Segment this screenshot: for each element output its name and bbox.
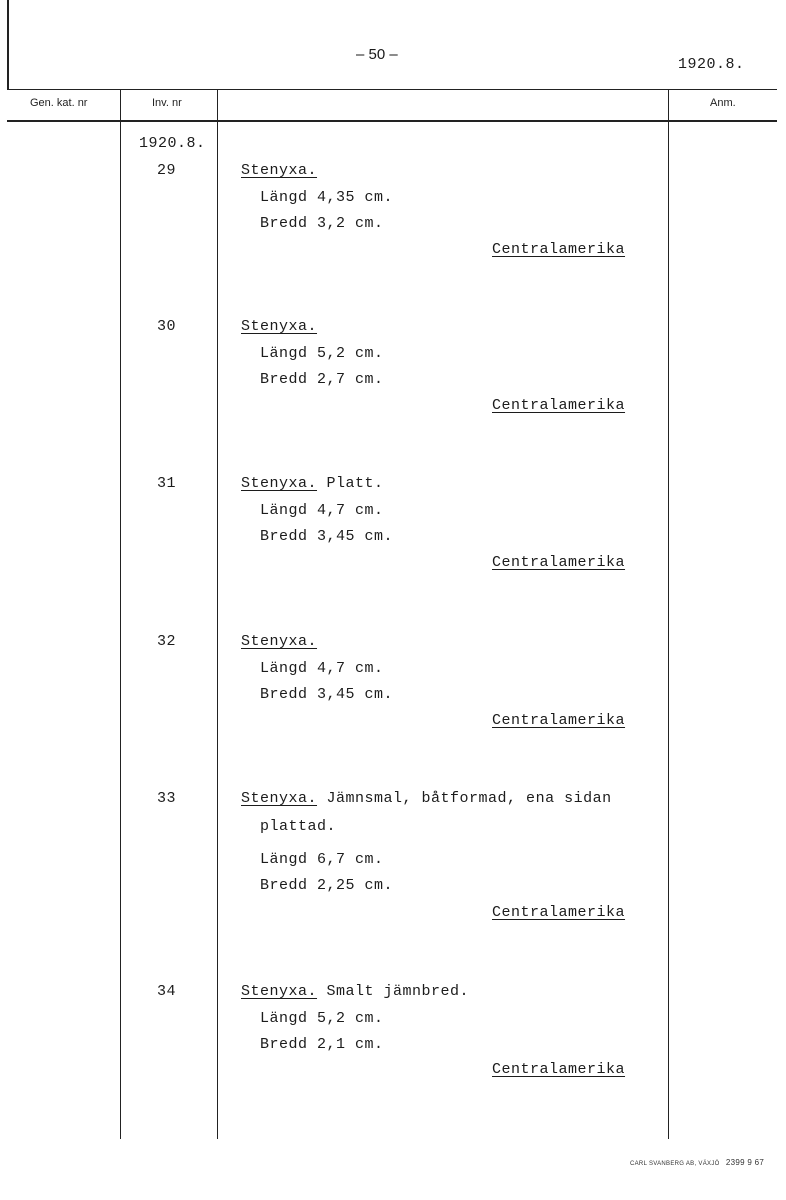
column-divider-inv-desc [217, 89, 218, 1139]
entry-title: Stenyxa. [241, 318, 318, 335]
entry-length: Längd 4,7 cm. [260, 502, 384, 519]
entry-width: Bredd 3,45 cm. [260, 686, 394, 703]
column-header-gen-kat: Gen. kat. nr [30, 97, 88, 109]
column-header-inv: Inv. nr [152, 97, 182, 109]
entry-length: Längd 4,7 cm. [260, 660, 384, 677]
entry-title: Stenyxa. [241, 162, 318, 179]
inv-number: 34 [157, 983, 177, 1000]
entry-width: Bredd 2,25 cm. [260, 877, 394, 894]
column-divider-gen-inv [120, 89, 121, 1139]
entry-length: Längd 6,7 cm. [260, 851, 384, 868]
column-header-anm: Anm. [710, 97, 736, 109]
printer-imprint [630, 1158, 764, 1167]
entry-origin: Centralamerika [492, 1061, 626, 1078]
entry-title-note: Jämnsmal, båtformad, ena sidan [326, 790, 612, 807]
inv-number: 29 [157, 162, 177, 179]
inv-series: 1920.8. [139, 135, 206, 152]
entry-title-note: Platt. [326, 475, 384, 492]
entry-title-line [241, 790, 612, 807]
entry-length: Längd 5,2 cm. [260, 345, 384, 362]
entry-width: Bredd 3,2 cm. [260, 215, 384, 232]
printer-name: CARL SVANBERG AB, VÄXJÖ [630, 1161, 720, 1167]
entry-width: Bredd 2,1 cm. [260, 1036, 384, 1053]
column-divider-desc-anm [668, 89, 669, 1139]
entry-title: Stenyxa. [241, 983, 318, 1000]
entry-title: Stenyxa. [241, 475, 318, 492]
page-number: – 50 – [356, 46, 398, 63]
inv-number: 31 [157, 475, 177, 492]
entry-title: Stenyxa. [241, 633, 318, 650]
entry-title-line [241, 475, 384, 492]
entry-origin: Centralamerika [492, 712, 626, 729]
inv-number: 32 [157, 633, 177, 650]
inv-number: 30 [157, 318, 177, 335]
entry-origin: Centralamerika [492, 904, 626, 921]
entry-length: Längd 4,35 cm. [260, 189, 394, 206]
header-top-rule [7, 89, 777, 90]
entry-title-continuation: plattad. [260, 818, 337, 835]
entry-title-note: Smalt jämnbred. [326, 983, 470, 1000]
entry-title: Stenyxa. [241, 790, 318, 807]
left-margin-line [7, 0, 9, 90]
entry-length: Längd 5,2 cm. [260, 1010, 384, 1027]
entry-origin: Centralamerika [492, 241, 626, 258]
entry-width: Bredd 2,7 cm. [260, 371, 384, 388]
entry-origin: Centralamerika [492, 554, 626, 571]
form-number: 2399 9 67 [725, 1158, 765, 1167]
page-year-ref: 1920.8. [678, 56, 745, 73]
inv-number: 33 [157, 790, 177, 807]
entry-origin: Centralamerika [492, 397, 626, 414]
entry-title-line [241, 983, 469, 1000]
header-bottom-rule [7, 120, 777, 122]
entry-width: Bredd 3,45 cm. [260, 528, 394, 545]
